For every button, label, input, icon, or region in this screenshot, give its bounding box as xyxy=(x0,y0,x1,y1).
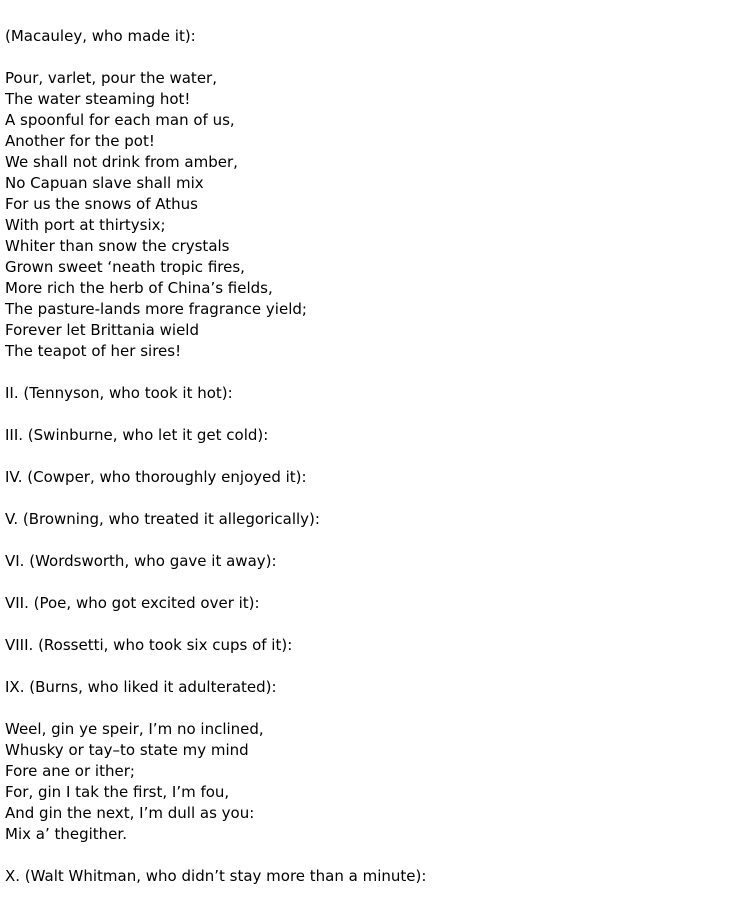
poem-line: For, gin I tak the first, I’m fou, xyxy=(5,783,230,801)
blank-line xyxy=(5,404,750,425)
blank-line xyxy=(5,446,750,467)
poem-line: Whiter than snow the crystals xyxy=(5,237,230,255)
blank-line xyxy=(5,845,750,866)
poem-line: Fore ane or ither; xyxy=(5,762,135,780)
poem-line: No Capuan slave shall mix xyxy=(5,174,204,192)
section-heading-cowper: IV. (Cowper, who thoroughly enjoyed it): xyxy=(5,468,307,486)
poem-line: Weel, gin ye speir, I’m no inclined, xyxy=(5,720,264,738)
section-heading-wordsworth: VI. (Wordsworth, who gave it away): xyxy=(5,552,277,570)
poem-line: And gin the next, I’m dull as you: xyxy=(5,804,255,822)
section-heading-browning: V. (Browning, who treated it allegorically): xyxy=(5,510,320,528)
poem-line: For us the snows of Athus xyxy=(5,195,198,213)
poem-line: Another for the pot! xyxy=(5,132,155,150)
poem-line: With port at thirtysix; xyxy=(5,216,166,234)
burns-stanza xyxy=(5,719,750,845)
macauley-stanza xyxy=(5,68,750,362)
poem-line: The water steaming hot! xyxy=(5,90,191,108)
poem-line: The teapot of her sires! xyxy=(5,342,182,360)
poem-line: Grown sweet ‘neath tropic fires, xyxy=(5,258,245,276)
section-heading-swinburne: III. (Swinburne, who let it get cold): xyxy=(5,426,269,444)
blank-line xyxy=(5,530,750,551)
section-heading-rossetti: VIII. (Rossetti, who took six cups of it): xyxy=(5,636,293,654)
poem-line: More rich the herb of China’s fields, xyxy=(5,279,273,297)
blank-line xyxy=(5,572,750,593)
poem-document xyxy=(5,26,750,887)
section-heading-whitman: X. (Walt Whitman, who didn’t stay more than a minute): xyxy=(5,867,427,885)
poem-line: The pasture-lands more fragrance yield; xyxy=(5,300,307,318)
blank-line xyxy=(5,698,750,719)
blank-line xyxy=(5,362,750,383)
poem-line: We shall not drink from amber, xyxy=(5,153,238,171)
blank-line xyxy=(5,47,750,68)
section-heading-burns: IX. (Burns, who liked it adulterated): xyxy=(5,678,277,696)
poem-line: A spoonful for each man of us, xyxy=(5,111,235,129)
blank-line xyxy=(5,488,750,509)
section-heading-poe: VII. (Poe, who got excited over it): xyxy=(5,594,260,612)
blank-line xyxy=(5,656,750,677)
blank-line xyxy=(5,614,750,635)
poem-line: Mix a’ thegither. xyxy=(5,825,127,843)
poem-line: Pour, varlet, pour the water, xyxy=(5,69,217,87)
poem-line: Whusky or tay–to state my mind xyxy=(5,741,249,759)
poem-line: Forever let Brittania wield xyxy=(5,321,199,339)
macauley-heading: (Macauley, who made it): xyxy=(5,27,196,45)
section-heading-tennyson: II. (Tennyson, who took it hot): xyxy=(5,384,233,402)
